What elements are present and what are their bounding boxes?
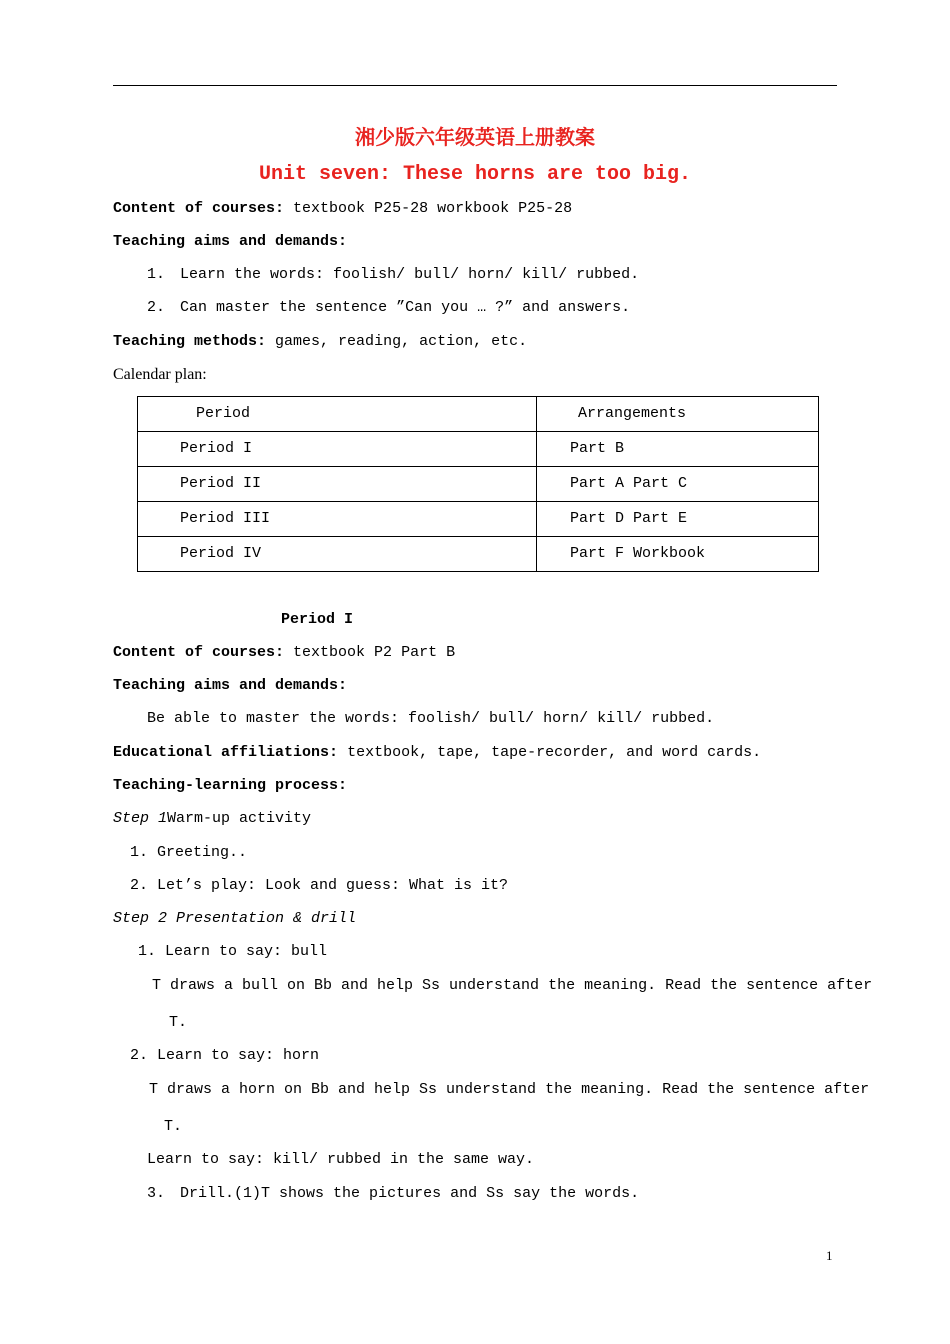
period-aims-text: Be able to master the words: foolish/ bull/ horn/ kill/ rubbed. [147,710,715,727]
affiliations-line [113,743,761,763]
table-cell-period: Period I [138,432,537,467]
table-header-cell: Period [138,397,537,432]
content-value: textbook P2 Part B [293,644,456,661]
aim-number: 1. [147,266,166,283]
table-header-cell: Arrangements [537,397,819,432]
header-rule [113,85,837,86]
table-cell-arrangement: Part D Part E [537,502,819,537]
step-description: T draws a horn on Bb and help Ss understand the meaning. Read the sentence after [149,1081,870,1098]
table-cell-arrangement: Part A Part C [537,467,819,502]
period-heading: Period I [281,611,354,628]
aim-text: Learn the words: foolish/ bull/ horn/ kill/ rubbed. [180,266,640,283]
aim-text: Can master the sentence ”Can you … ?” and answers. [180,299,631,316]
list-item: 1. Learn to say: bull [138,943,328,960]
affiliations-label: Educational affiliations: [113,744,339,761]
list-item-number: 3. [147,1185,166,1202]
table-cell-period: Period IV [138,537,537,572]
step-description-tail: T. [164,1118,183,1135]
page-number: 1 [826,1248,833,1263]
aim-item [147,265,639,285]
affiliations-value: textbook, tape, tape-recorder, and word cards. [347,744,762,761]
teaching-methods-line [113,332,527,352]
step-2-label: Step 2 Presentation & drill [113,910,357,927]
step-description-tail: T. [169,1014,188,1031]
calendar-plan-table [137,396,819,572]
aims-label: Teaching aims and demands: [113,233,348,250]
process-label: Teaching-learning process: [113,777,348,794]
step-description: T draws a bull on Bb and help Ss understand the meaning. Read the sentence after [152,977,873,994]
methods-value: games, reading, action, etc. [275,333,528,350]
document-title-chinese: 湘少版六年级英语上册教案 [355,125,595,149]
list-item-text: Drill.(1)T shows the pictures and Ss say the words. [180,1185,640,1202]
list-item: 1. Greeting.. [130,844,248,861]
aim-number: 2. [147,299,166,316]
table-cell-arrangement: Part F Workbook [537,537,819,572]
table-cell-arrangement: Part B [537,432,819,467]
same-way-note: Learn to say: kill/ rubbed in the same way. [147,1151,535,1168]
period-content-line [113,643,455,663]
unit-title: Unit seven: These horns are too big. [258,163,692,186]
aim-item [147,298,630,318]
content-label: Content of courses: [113,200,285,217]
period-aims-label: Teaching aims and demands: [113,677,348,694]
table-row [138,537,819,572]
content-value: textbook P25-28 workbook P25-28 [293,200,573,217]
content-of-courses-line [113,199,572,219]
list-item: 2. Let’s play: Look and guess: What is it? [130,877,509,894]
list-item: 2. Learn to say: horn [130,1047,320,1064]
methods-label: Teaching methods: [113,333,267,350]
step-1-label: Step 1 [113,810,168,827]
list-item [147,1184,639,1204]
content-label: Content of courses: [113,644,285,661]
table-row [138,467,819,502]
calendar-plan-label: Calendar plan: [113,366,207,383]
table-cell-period: Period III [138,502,537,537]
table-cell-period: Period II [138,467,537,502]
table-header-row [138,397,819,432]
step-1-title: Warm-up activity [167,810,312,827]
step-1-line [113,809,311,829]
table-row [138,432,819,467]
table-row [138,502,819,537]
